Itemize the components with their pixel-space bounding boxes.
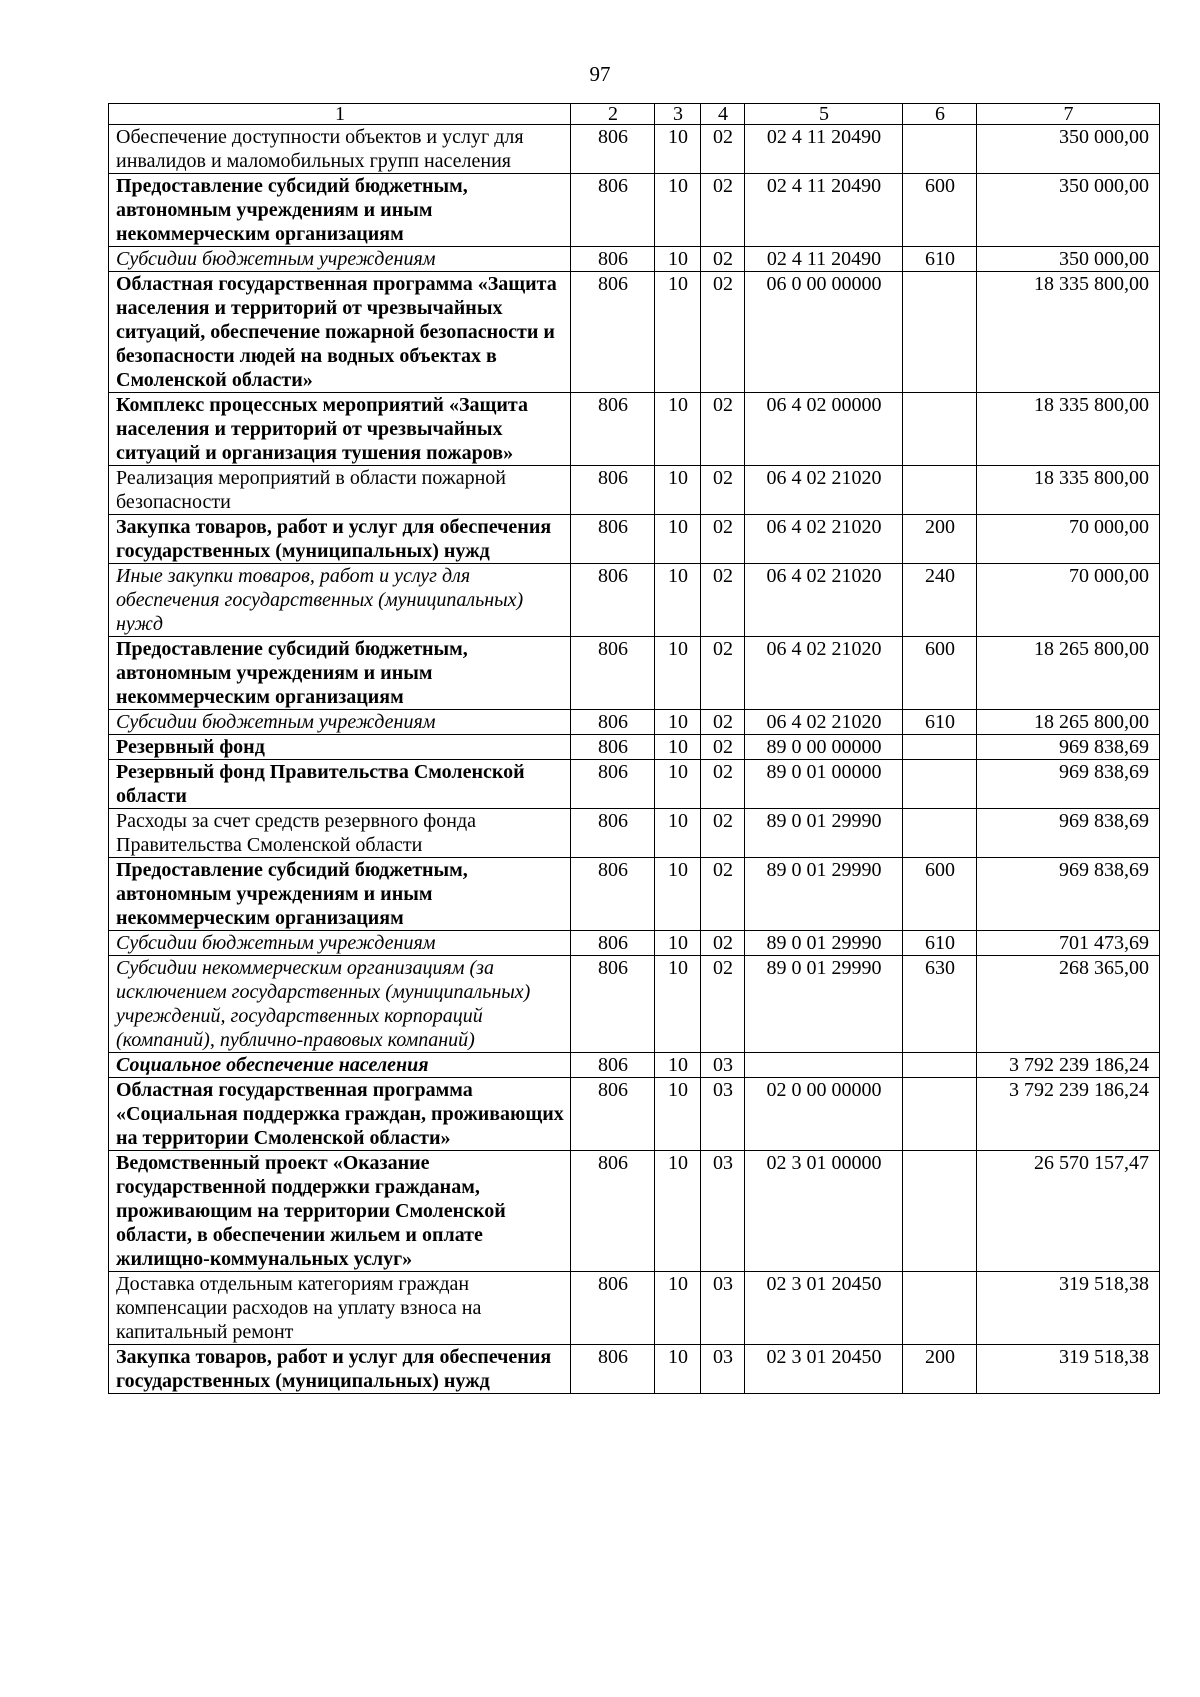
col6-cell bbox=[903, 1078, 977, 1151]
col5-cell: 06 4 02 21020 bbox=[745, 564, 903, 637]
col2-cell: 806 bbox=[571, 760, 655, 809]
col3-cell: 10 bbox=[655, 637, 701, 710]
col3-cell: 10 bbox=[655, 735, 701, 760]
col2-cell: 806 bbox=[571, 809, 655, 858]
table-row bbox=[109, 809, 1160, 858]
amount-cell: 18 335 800,00 bbox=[977, 272, 1160, 393]
table-row bbox=[109, 174, 1160, 247]
table-row bbox=[109, 393, 1160, 466]
row-name: Иные закупки товаров, работ и услуг для обеспечения государственных (муниципальных) нужд bbox=[109, 564, 571, 637]
col3-cell: 10 bbox=[655, 809, 701, 858]
col5-cell: 89 0 01 29990 bbox=[745, 858, 903, 931]
amount-cell: 268 365,00 bbox=[977, 956, 1160, 1053]
col4-cell: 02 bbox=[701, 247, 745, 272]
col5-cell: 02 3 01 00000 bbox=[745, 1151, 903, 1272]
row-name: Областная государственная программа «Социальная поддержка граждан, проживающих на территории Смоленской области» bbox=[109, 1078, 571, 1151]
col2-cell: 806 bbox=[571, 735, 655, 760]
col4-cell: 03 bbox=[701, 1053, 745, 1078]
col6-cell bbox=[903, 393, 977, 466]
col6-cell bbox=[903, 809, 977, 858]
table-row bbox=[109, 1272, 1160, 1345]
col4-cell: 02 bbox=[701, 564, 745, 637]
amount-cell: 70 000,00 bbox=[977, 515, 1160, 564]
col3-cell: 10 bbox=[655, 1053, 701, 1078]
table-row bbox=[109, 931, 1160, 956]
row-name: Предоставление субсидий бюджетным, автономным учреждениям и иным некоммерческим организациям bbox=[109, 637, 571, 710]
col2-cell: 806 bbox=[571, 564, 655, 637]
amount-cell: 350 000,00 bbox=[977, 125, 1160, 174]
amount-cell: 18 265 800,00 bbox=[977, 637, 1160, 710]
col3-cell: 10 bbox=[655, 272, 701, 393]
col4-cell: 02 bbox=[701, 637, 745, 710]
col6-cell bbox=[903, 1272, 977, 1345]
table-header-row bbox=[109, 104, 1160, 125]
column-header: 2 bbox=[571, 104, 655, 125]
row-name: Социальное обеспечение населения bbox=[109, 1053, 571, 1078]
col4-cell: 02 bbox=[701, 931, 745, 956]
row-name: Резервный фонд bbox=[109, 735, 571, 760]
col2-cell: 806 bbox=[571, 174, 655, 247]
table-row bbox=[109, 760, 1160, 809]
amount-cell: 26 570 157,47 bbox=[977, 1151, 1160, 1272]
col3-cell: 10 bbox=[655, 956, 701, 1053]
col5-cell: 06 4 02 21020 bbox=[745, 515, 903, 564]
row-name: Обеспечение доступности объектов и услуг для инвалидов и маломобильных групп населения bbox=[109, 125, 571, 174]
col5-cell: 89 0 01 29990 bbox=[745, 809, 903, 858]
table-row bbox=[109, 858, 1160, 931]
col2-cell: 806 bbox=[571, 247, 655, 272]
col5-cell: 06 0 00 00000 bbox=[745, 272, 903, 393]
row-name: Субсидии бюджетным учреждениям bbox=[109, 710, 571, 735]
table-row bbox=[109, 515, 1160, 564]
col2-cell: 806 bbox=[571, 858, 655, 931]
col6-cell: 200 bbox=[903, 1345, 977, 1394]
col5-cell: 02 3 01 20450 bbox=[745, 1345, 903, 1394]
col3-cell: 10 bbox=[655, 1272, 701, 1345]
table-row bbox=[109, 735, 1160, 760]
col2-cell: 806 bbox=[571, 466, 655, 515]
column-header: 1 bbox=[109, 104, 571, 125]
col4-cell: 02 bbox=[701, 735, 745, 760]
row-name: Субсидии бюджетным учреждениям bbox=[109, 931, 571, 956]
amount-cell: 319 518,38 bbox=[977, 1345, 1160, 1394]
col5-cell: 06 4 02 21020 bbox=[745, 466, 903, 515]
amount-cell: 969 838,69 bbox=[977, 735, 1160, 760]
amount-cell: 70 000,00 bbox=[977, 564, 1160, 637]
col4-cell: 02 bbox=[701, 956, 745, 1053]
col6-cell bbox=[903, 466, 977, 515]
col3-cell: 10 bbox=[655, 858, 701, 931]
table-row bbox=[109, 564, 1160, 637]
table-row bbox=[109, 1151, 1160, 1272]
table-row bbox=[109, 956, 1160, 1053]
col2-cell: 806 bbox=[571, 956, 655, 1053]
col5-cell: 06 4 02 21020 bbox=[745, 637, 903, 710]
col3-cell: 10 bbox=[655, 515, 701, 564]
col2-cell: 806 bbox=[571, 1151, 655, 1272]
col2-cell: 806 bbox=[571, 272, 655, 393]
col4-cell: 02 bbox=[701, 858, 745, 931]
col2-cell: 806 bbox=[571, 1078, 655, 1151]
col5-cell: 89 0 00 00000 bbox=[745, 735, 903, 760]
column-header: 7 bbox=[977, 104, 1160, 125]
col5-cell: 02 4 11 20490 bbox=[745, 125, 903, 174]
col2-cell: 806 bbox=[571, 1053, 655, 1078]
column-header: 3 bbox=[655, 104, 701, 125]
col5-cell: 89 0 01 00000 bbox=[745, 760, 903, 809]
col4-cell: 02 bbox=[701, 174, 745, 247]
col2-cell: 806 bbox=[571, 710, 655, 735]
amount-cell: 319 518,38 bbox=[977, 1272, 1160, 1345]
col4-cell: 02 bbox=[701, 466, 745, 515]
table-row bbox=[109, 1078, 1160, 1151]
col6-cell bbox=[903, 760, 977, 809]
col3-cell: 10 bbox=[655, 125, 701, 174]
page-number: 97 bbox=[589, 62, 611, 86]
col6-cell: 610 bbox=[903, 931, 977, 956]
amount-cell: 969 838,69 bbox=[977, 858, 1160, 931]
amount-cell: 701 473,69 bbox=[977, 931, 1160, 956]
col2-cell: 806 bbox=[571, 125, 655, 174]
row-name: Закупка товаров, работ и услуг для обеспечения государственных (муниципальных) нужд bbox=[109, 1345, 571, 1394]
row-name: Резервный фонд Правительства Смоленской области bbox=[109, 760, 571, 809]
col3-cell: 10 bbox=[655, 1151, 701, 1272]
col5-cell: 02 3 01 20450 bbox=[745, 1272, 903, 1345]
row-name: Ведомственный проект «Оказание государственной поддержки гражданам, проживающим на территории Смоленской области, в обеспечении жильем и оплате жилищно-коммунальных услуг» bbox=[109, 1151, 571, 1272]
col3-cell: 10 bbox=[655, 174, 701, 247]
row-name: Субсидии бюджетным учреждениям bbox=[109, 247, 571, 272]
col6-cell: 240 bbox=[903, 564, 977, 637]
col6-cell bbox=[903, 1151, 977, 1272]
col4-cell: 03 bbox=[701, 1151, 745, 1272]
col5-cell: 89 0 01 29990 bbox=[745, 956, 903, 1053]
col2-cell: 806 bbox=[571, 515, 655, 564]
column-header: 4 bbox=[701, 104, 745, 125]
col6-cell: 610 bbox=[903, 710, 977, 735]
col5-cell: 06 4 02 00000 bbox=[745, 393, 903, 466]
col4-cell: 02 bbox=[701, 809, 745, 858]
col5-cell: 02 4 11 20490 bbox=[745, 174, 903, 247]
amount-cell: 350 000,00 bbox=[977, 247, 1160, 272]
table-row bbox=[109, 125, 1160, 174]
col6-cell bbox=[903, 1053, 977, 1078]
col4-cell: 03 bbox=[701, 1078, 745, 1151]
amount-cell: 18 265 800,00 bbox=[977, 710, 1160, 735]
col6-cell: 600 bbox=[903, 174, 977, 247]
col3-cell: 10 bbox=[655, 564, 701, 637]
table-row bbox=[109, 247, 1160, 272]
amount-cell: 969 838,69 bbox=[977, 760, 1160, 809]
amount-cell: 969 838,69 bbox=[977, 809, 1160, 858]
row-name: Областная государственная программа «Защита населения и территорий от чрезвычайных ситуаций, обеспечение пожарной безопасности и безопасности людей на водных объектах в Смоленской области» bbox=[109, 272, 571, 393]
col6-cell: 200 bbox=[903, 515, 977, 564]
row-name: Комплекс процессных мероприятий «Защита населения и территорий от чрезвычайных ситуаций и организация тушения пожаров» bbox=[109, 393, 571, 466]
row-name: Субсидии некоммерческим организациям (за исключением государственных (муниципальных) учреждений, государственных корпораций (компаний), публично-правовых компаний) bbox=[109, 956, 571, 1053]
column-header: 5 bbox=[745, 104, 903, 125]
col4-cell: 02 bbox=[701, 760, 745, 809]
row-name: Предоставление субсидий бюджетным, автономным учреждениям и иным некоммерческим организациям bbox=[109, 858, 571, 931]
col4-cell: 02 bbox=[701, 125, 745, 174]
col6-cell: 600 bbox=[903, 637, 977, 710]
col2-cell: 806 bbox=[571, 393, 655, 466]
col2-cell: 806 bbox=[571, 1272, 655, 1345]
table-row bbox=[109, 710, 1160, 735]
amount-cell: 18 335 800,00 bbox=[977, 466, 1160, 515]
col4-cell: 03 bbox=[701, 1345, 745, 1394]
col3-cell: 10 bbox=[655, 1345, 701, 1394]
table-row bbox=[109, 637, 1160, 710]
column-header: 6 bbox=[903, 104, 977, 125]
table-row bbox=[109, 1053, 1160, 1078]
row-name: Закупка товаров, работ и услуг для обеспечения государственных (муниципальных) нужд bbox=[109, 515, 571, 564]
col2-cell: 806 bbox=[571, 637, 655, 710]
amount-cell: 18 335 800,00 bbox=[977, 393, 1160, 466]
col6-cell bbox=[903, 735, 977, 760]
col6-cell bbox=[903, 125, 977, 174]
col3-cell: 10 bbox=[655, 710, 701, 735]
col4-cell: 03 bbox=[701, 1272, 745, 1345]
col3-cell: 10 bbox=[655, 247, 701, 272]
col5-cell: 06 4 02 21020 bbox=[745, 710, 903, 735]
col3-cell: 10 bbox=[655, 393, 701, 466]
table-row bbox=[109, 1345, 1160, 1394]
col4-cell: 02 bbox=[701, 710, 745, 735]
col3-cell: 10 bbox=[655, 931, 701, 956]
row-name: Расходы за счет средств резервного фонда Правительства Смоленской области bbox=[109, 809, 571, 858]
col5-cell: 02 4 11 20490 bbox=[745, 247, 903, 272]
table-row bbox=[109, 466, 1160, 515]
row-name: Реализация мероприятий в области пожарной безопасности bbox=[109, 466, 571, 515]
col5-cell bbox=[745, 1053, 903, 1078]
col5-cell: 89 0 01 29990 bbox=[745, 931, 903, 956]
col6-cell: 610 bbox=[903, 247, 977, 272]
col2-cell: 806 bbox=[571, 931, 655, 956]
col3-cell: 10 bbox=[655, 1078, 701, 1151]
table-row bbox=[109, 272, 1160, 393]
col2-cell: 806 bbox=[571, 1345, 655, 1394]
col6-cell: 630 bbox=[903, 956, 977, 1053]
budget-table bbox=[108, 103, 1160, 1394]
amount-cell: 3 792 239 186,24 bbox=[977, 1078, 1160, 1151]
row-name: Доставка отдельным категориям граждан компенсации расходов на уплату взноса на капитальный ремонт bbox=[109, 1272, 571, 1345]
col4-cell: 02 bbox=[701, 515, 745, 564]
amount-cell: 3 792 239 186,24 bbox=[977, 1053, 1160, 1078]
col4-cell: 02 bbox=[701, 272, 745, 393]
amount-cell: 350 000,00 bbox=[977, 174, 1160, 247]
col3-cell: 10 bbox=[655, 466, 701, 515]
col6-cell: 600 bbox=[903, 858, 977, 931]
col5-cell: 02 0 00 00000 bbox=[745, 1078, 903, 1151]
col3-cell: 10 bbox=[655, 760, 701, 809]
col6-cell bbox=[903, 272, 977, 393]
row-name: Предоставление субсидий бюджетным, автономным учреждениям и иным некоммерческим организациям bbox=[109, 174, 571, 247]
col4-cell: 02 bbox=[701, 393, 745, 466]
